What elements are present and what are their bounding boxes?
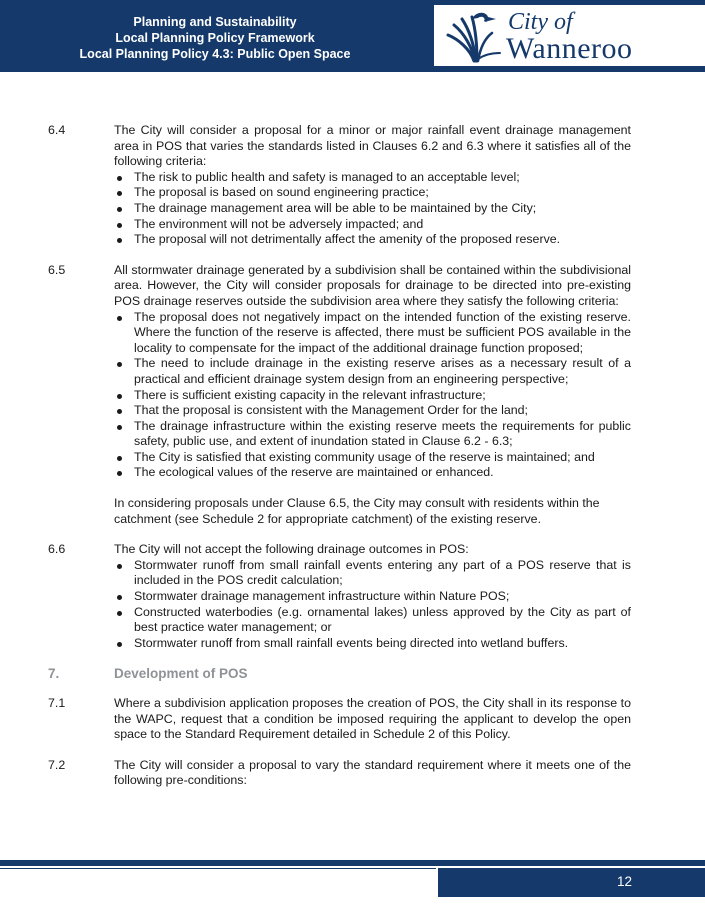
clause-body xyxy=(114,263,631,528)
list-item: The risk to public health and safety is managed to an acceptable level; xyxy=(114,170,631,186)
header-line-framework: Local Planning Policy Framework xyxy=(115,31,315,45)
list-item: The drainage management area will be able to be maintained by the City; xyxy=(114,201,631,217)
clause-body xyxy=(114,542,631,651)
list-item: Stormwater runoff from small rainfall events being directed into wetland buffers. xyxy=(114,636,631,652)
list-item: The proposal does not negatively impact on the intended function of the existing reserve. Where the function of the reserve is affected, there must be sufficient POS available in the locality to compensate for the impact of the additional drainage function proposed; xyxy=(114,310,631,357)
page-number: 12 xyxy=(616,874,632,889)
clause-intro: All stormwater drainage generated by a subdivision shall be contained within the subdivisional area. However, the City will consider proposals for drainage to be directed into pre-existing POS drainage reserves outside the subdivision area where they satisfy the following criteria: xyxy=(114,262,631,308)
clause-body xyxy=(114,696,631,743)
list-item: The ecological values of the reserve are maintained or enhanced. xyxy=(114,465,631,481)
clause-7-1 xyxy=(48,696,631,743)
list-item: The environment will not be adversely impacted; and xyxy=(114,217,631,233)
footer-left-panel xyxy=(0,868,436,889)
footer-page-panel xyxy=(438,868,705,897)
list-item: The drainage infrastructure within the existing reserve meets the requirements for public safety, public use, and extent of inundation stated in Clause 6.2 - 6.3; xyxy=(114,419,631,450)
outcomes-list xyxy=(114,558,631,652)
list-item: The proposal will not detrimentally affect the amenity of the proposed reserve. xyxy=(114,232,631,248)
logo-city-text: City of xyxy=(508,9,573,35)
clause-text: The City will consider a proposal to vary the standard requirement where it meets one of the following pre-conditions: xyxy=(114,757,631,788)
clause-number: 6.4 xyxy=(48,123,66,137)
list-item: The need to include drainage in the existing reserve arises as a necessary result of a practical and efficient drainage system design from an engineering perspective; xyxy=(114,356,631,387)
clause-number: 6.6 xyxy=(48,542,66,557)
clause-6-5 xyxy=(48,263,631,528)
list-item: The City is satisfied that existing community usage of the reserve is maintained; and xyxy=(114,450,631,466)
clause-6-4 xyxy=(48,123,631,248)
black-swan-logo-icon xyxy=(444,9,504,63)
clause-number: 7.1 xyxy=(48,696,66,710)
clause-intro: The City will not accept the following drainage outcomes in POS: xyxy=(114,542,469,557)
section-title: Development of POS xyxy=(114,666,248,682)
list-item: There is sufficient existing capacity in the relevant infrastructure; xyxy=(114,388,631,404)
page-header xyxy=(0,0,705,72)
list-item: Stormwater runoff from small rainfall events entering any part of a POS reserve that is included in the POS credit calculation; xyxy=(114,558,631,589)
criteria-list xyxy=(114,170,631,248)
clause-number: 7.2 xyxy=(48,757,66,772)
list-item: The proposal is based on sound engineering practice; xyxy=(114,185,631,201)
clause-text: Where a subdivision application proposes the creation of POS, the City shall in its response to the WAPC, request that a condition be imposed requiring the applicant to develop the open space to the Standard Requirement detailed in Schedule 2 of this Policy. xyxy=(114,696,631,742)
criteria-list xyxy=(114,310,631,482)
city-logo xyxy=(434,5,705,66)
list-item: Constructed waterbodies (e.g. ornamental lakes) unless approved by the City as part of best practice water management; or xyxy=(114,605,631,636)
footer-rule xyxy=(0,860,705,866)
header-line-policy: Local Planning Policy 4.3: Public Open Space xyxy=(79,47,351,61)
policy-content xyxy=(48,123,631,804)
clause-body xyxy=(114,123,631,248)
clause-intro: The City will consider a proposal for a minor or major rainfall event drainage management area in POS that varies the standards listed in Clauses 6.2 and 6.3 where it satisfies all of the following criteria: xyxy=(114,123,631,169)
header-line-department: Planning and Sustainability xyxy=(133,15,297,29)
list-item: Stormwater drainage management infrastructure within Nature POS; xyxy=(114,589,631,605)
page-footer xyxy=(0,860,705,919)
logo-name-text: Wanneroo xyxy=(506,32,633,65)
clause-note: In considering proposals under Clause 6.5, the City may consult with residents within the catchment (see Schedule 2 for appropriate catchment) of the existing reserve. xyxy=(114,496,600,526)
clause-body xyxy=(114,758,631,789)
list-item: That the proposal is consistent with the Management Order for the land; xyxy=(114,403,631,419)
section-number: 7. xyxy=(48,666,60,682)
header-title-block xyxy=(0,0,430,74)
section-heading-7 xyxy=(48,666,631,682)
clause-6-6 xyxy=(48,542,631,651)
clause-7-2 xyxy=(48,758,631,789)
clause-number: 6.5 xyxy=(48,262,66,277)
